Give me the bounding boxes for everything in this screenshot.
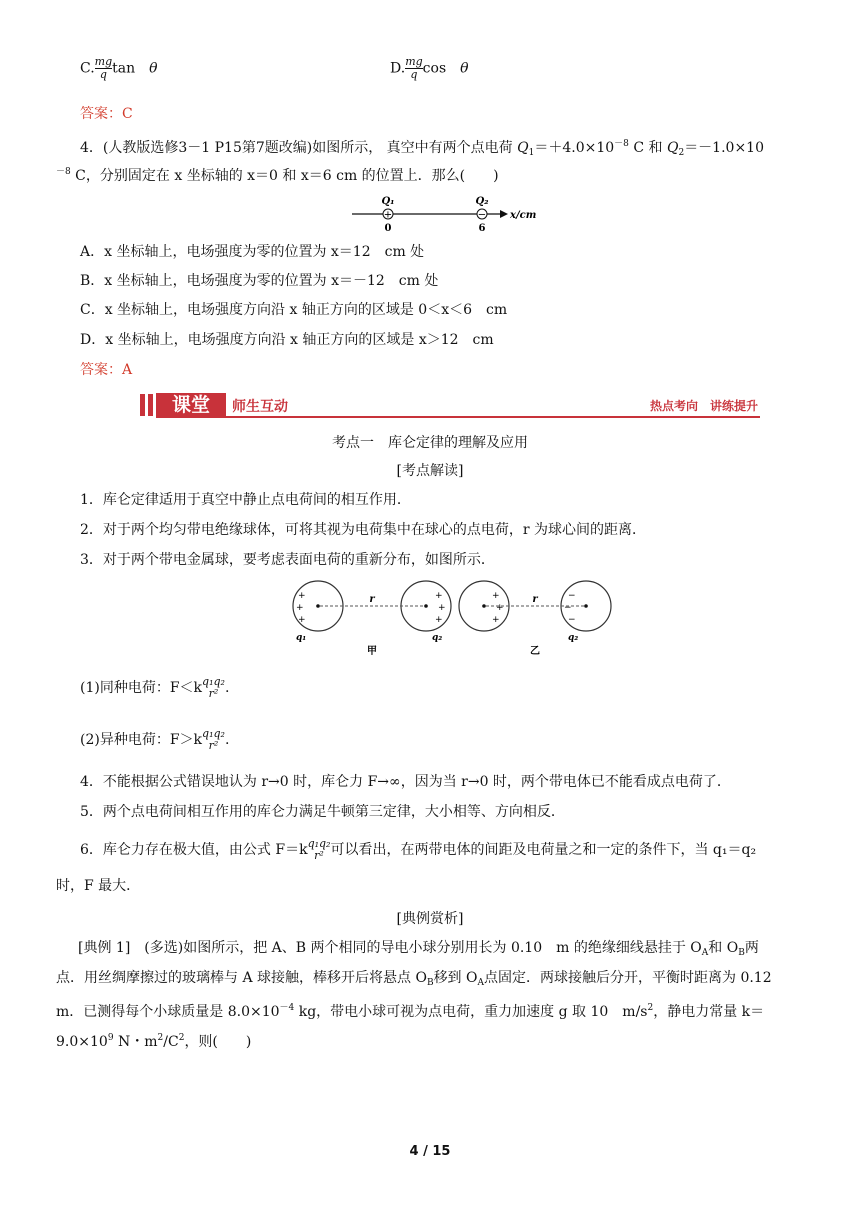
section-title: 考点一 库仑定律的理解及应用 xyxy=(332,435,528,451)
q2-label: Q₂ xyxy=(475,196,489,207)
point-5: 5．两个点电荷间相互作用的库仑力满足牛顿第三定律，大小相等、方向相反． xyxy=(80,804,565,820)
point-6-line2: 时，F 最大． xyxy=(56,878,141,894)
q2-sign: − xyxy=(477,209,487,221)
banner-small: 师生互动 xyxy=(232,399,288,415)
q2-left: q₂ xyxy=(432,633,443,643)
fraction: q₁q₂ r² xyxy=(307,837,331,862)
section-banner xyxy=(140,392,760,418)
q4-option-a: A．x 坐标轴上，电场强度为零的位置为 x＝12 cm 处 xyxy=(80,244,425,260)
caption-left: 甲 xyxy=(367,646,377,657)
svg-text:+: + xyxy=(492,615,500,625)
point-3: 3．对于两个带电金属球，要考虑表面电荷的重新分布，如图所示． xyxy=(80,552,495,568)
svg-text:+: + xyxy=(435,591,443,601)
fraction: q₁q₂ r² xyxy=(202,727,225,752)
page-number: 4 / 15 xyxy=(409,1144,451,1159)
svg-text:+: + xyxy=(496,603,504,613)
answer-1: 答案：C xyxy=(80,106,133,122)
sub-title: [考点解读] xyxy=(396,463,464,479)
axis-figure xyxy=(350,188,540,234)
r-label-left: r xyxy=(369,594,375,605)
svg-text:+: + xyxy=(435,615,443,625)
svg-text:−: − xyxy=(568,591,576,601)
q1-label: Q₁ xyxy=(381,196,395,207)
rule-2: (2)异种电荷：F＞k q₁q₂ r² . xyxy=(80,727,230,752)
example-line-3: m．已测得每个小球质量是 $8.0\times 10^{-4}$ kg，带电小球可视为点电荷，重力加速度 g 取 10 $m/s^2$，静电力常量 k＝ xyxy=(56,1003,765,1020)
example-line-1: [典例 1] (多选)如图所示，把 A、B 两个相同的导电小球分别用长为 0.10 m 的绝缘细线悬挂于 $O_A$和 $O_B$两 xyxy=(78,940,759,958)
svg-text:+: + xyxy=(298,615,306,625)
svg-text:−: − xyxy=(564,603,572,613)
spheres-figure xyxy=(280,578,620,658)
svg-text:+: + xyxy=(438,603,446,613)
svg-text:+: + xyxy=(296,603,304,613)
q4-line1: 4．(人教版选修3－1 P15第7题改编)如图所示， 真空中有两个点电荷 $Q_1=+4.0\times 10^{-8}$ C 和 $Q_2=-1.0\times 10$ xyxy=(80,139,764,158)
tick-6: 6 xyxy=(478,223,486,234)
answer-2: 答案：A xyxy=(80,362,133,378)
tick-0: 0 xyxy=(384,223,392,234)
fraction: $\frac{mg}{q}$ xyxy=(94,55,113,81)
point-1: 1．库仑定律适用于真空中静止点电荷间的相互作用． xyxy=(80,492,411,508)
fraction: $\frac{mg}{q}$ xyxy=(405,55,423,81)
r-label-right: r xyxy=(532,594,538,605)
fraction: q₁q₂ r² xyxy=(202,675,225,700)
point-4: 4．不能根据公式错误地认为 r→0 时，库仑力 F→∞，因为当 r→0 时，两个带电体已不能看成点电荷了． xyxy=(80,774,731,790)
svg-text:−: − xyxy=(568,615,576,625)
svg-text:+: + xyxy=(298,591,306,601)
point-2: 2．对于两个均匀带电绝缘球体，可将其视为电荷集中在球心的点电荷，r 为球心间的距离． xyxy=(80,522,647,538)
caption-right: 乙 xyxy=(530,646,540,657)
banner-right: 热点考向 讲练提升 xyxy=(649,399,758,413)
q1-sign: + xyxy=(383,209,393,221)
rule-1: (1)同种电荷：F＜k q₁q₂ r² . xyxy=(80,675,230,700)
option-d: D. $\frac{mg}{q}$ cos θ xyxy=(390,55,469,81)
example-title: [典例赏析] xyxy=(396,911,464,927)
svg-text:+: + xyxy=(492,591,500,601)
axis-label: x/cm xyxy=(510,210,537,221)
q4-option-b: B．x 坐标轴上，电场强度为零的位置为 x＝－12 cm 处 xyxy=(80,273,439,289)
q1-left: q₁ xyxy=(296,633,307,643)
example-line-2: 点．用丝绸摩擦过的玻璃棒与 A 球接触，棒移开后将悬点 $O_B$移到 $O_A$点固定．两球接触后分开，平衡时距离为 0.12 xyxy=(56,970,772,988)
example-line-4: $9.0\times 10^9$ N・$m^2/C^2$，则( ) xyxy=(56,1033,252,1050)
q4-option-c: C．x 坐标轴上，电场强度方向沿 x 轴正方向的区域是 0＜x＜6 cm xyxy=(80,302,508,318)
point-6: 6．库仑力存在极大值，由公式 F＝k q₁q₂ r² 可以看出，在两带电体的间距及电荷量之和一定的条件下，当 q₁＝q₂ xyxy=(80,837,757,862)
q4-option-d: D．x 坐标轴上，电场强度方向沿 x 轴正方向的区域是 x＞12 cm xyxy=(80,332,494,348)
option-c: C. $\frac{mg}{q}$ tan θ xyxy=(80,55,158,81)
q2-right: q₂ xyxy=(568,633,579,643)
q4-line2: $^{-8}$ C，分别固定在 x 坐标轴的 x＝0 和 x＝6 cm 的位置上．那么( ) xyxy=(56,167,499,184)
banner-big: 课堂 xyxy=(156,393,226,417)
